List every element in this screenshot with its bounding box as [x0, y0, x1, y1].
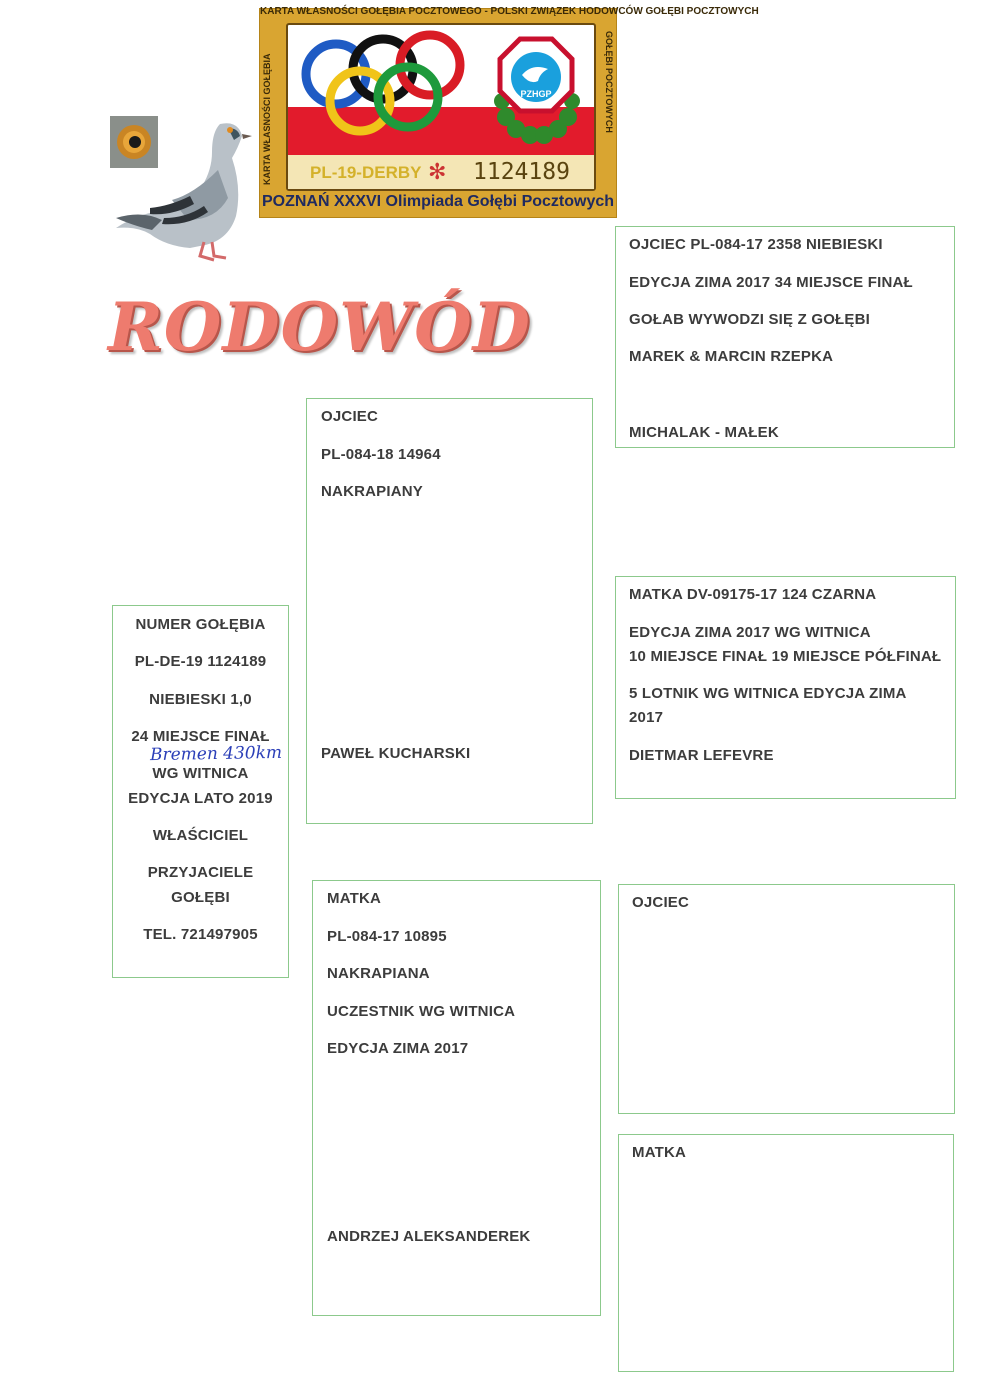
father-ring: PL-084-18 14964 [321, 446, 441, 463]
fm-line4: 5 LOTNIK WG WITNICA EDYCJA ZIMA [629, 685, 907, 702]
fm-line5: 2017 [629, 709, 664, 726]
main-ring: PL-DE-19 1124189 [134, 653, 267, 670]
father-breeder: PAWEŁ KUCHARSKI [321, 745, 471, 762]
ff-line1: OJCIEC PL-084-17 2358 NIEBIESKI [629, 236, 883, 253]
father-color: NAKRAPIANY [321, 483, 424, 500]
main-heading: NUMER GOŁĘBIA [135, 616, 266, 633]
mf-label: OJCIEC [632, 894, 690, 911]
ff-line5: MICHALAK - MAŁEK [629, 424, 779, 441]
card-right-text: GOŁĘBI POCZTOWYCH [604, 31, 614, 133]
main-race: WG WITNICA [152, 765, 249, 782]
owner-phone: TEL. 721497905 [143, 926, 258, 943]
mother-father-box [618, 884, 955, 1114]
ff-line2: EDYCJA ZIMA 2017 34 MIEJSCE FINAŁ [629, 274, 913, 291]
father-label: OJCIEC [321, 408, 379, 425]
card-panel [286, 23, 596, 191]
card-number-band [288, 155, 594, 189]
main-result: 24 MIEJSCE FINAŁ [131, 728, 270, 745]
mother-color: NAKRAPIANA [327, 965, 430, 982]
card-badge-text: PZHGP [520, 89, 552, 99]
mother-ring: PL-084-17 10895 [327, 928, 447, 945]
card-derby-label: PL-19-DERBY [310, 163, 422, 182]
main-edition: EDYCJA LATO 2019 [128, 790, 273, 807]
main-color-sex: NIEBIESKI 1,0 [149, 691, 252, 708]
mother-line2: EDYCJA ZIMA 2017 [327, 1040, 469, 1057]
card-left-text: KARTA WŁASNOŚCI GOŁĘBIA [262, 53, 272, 185]
mm-label: MATKA [632, 1144, 687, 1161]
mother-label: MATKA [327, 890, 382, 907]
card-top-text: KARTA WŁASNOŚCI GOŁĘBIA POCZTOWEGO - POLSKI ZWIĄZEK HODOWCÓW GOŁĘBI POCZTOWYCH [260, 6, 759, 17]
owner-line2: GOŁĘBI [171, 889, 230, 906]
pigeon-icon [112, 114, 257, 264]
mother-breeder: ANDRZEJ ALEKSANDEREK [327, 1228, 531, 1245]
ff-line3: GOŁAB WYWODZI SIĘ Z GOŁĘBI [629, 311, 871, 328]
mother-mother-box [618, 1134, 954, 1372]
fm-line6: DIETMAR LEFEVRE [629, 747, 774, 764]
fm-line3: 10 MIEJSCE FINAŁ 19 MIEJSCE PÓŁFINAŁ [629, 648, 942, 665]
card-ring-number: 1124189 [473, 159, 570, 185]
fm-line2: EDYCJA ZIMA 2017 WG WITNICA [629, 624, 871, 641]
page-title: RODOWÓD [108, 288, 531, 366]
father-box [306, 398, 593, 824]
main-bird-box [112, 605, 289, 978]
ff-line4: MAREK & MARCIN RZEPKA [629, 348, 834, 365]
owner-line1: PRZYJACIELE [147, 864, 254, 881]
ownership-card [259, 6, 759, 218]
father-father-box [615, 226, 955, 448]
handwritten-note: Bremen 430km [149, 742, 283, 766]
father-mother-box [615, 576, 956, 799]
card-star-icon: ✻ [428, 159, 447, 184]
mother-box [312, 880, 601, 1316]
fm-line1: MATKA DV-09175-17 124 CZARNA [629, 586, 877, 603]
olympic-rings-icon [298, 29, 488, 139]
card-olympiad-text: POZNAŃ XXXVI Olimpiada Gołębi Pocztowych [261, 193, 615, 210]
owner-label: WŁAŚCICIEL [152, 827, 249, 844]
pzhgp-logo-icon [494, 37, 578, 145]
mother-line1: UCZESTNIK WG WITNICA [327, 1003, 516, 1020]
